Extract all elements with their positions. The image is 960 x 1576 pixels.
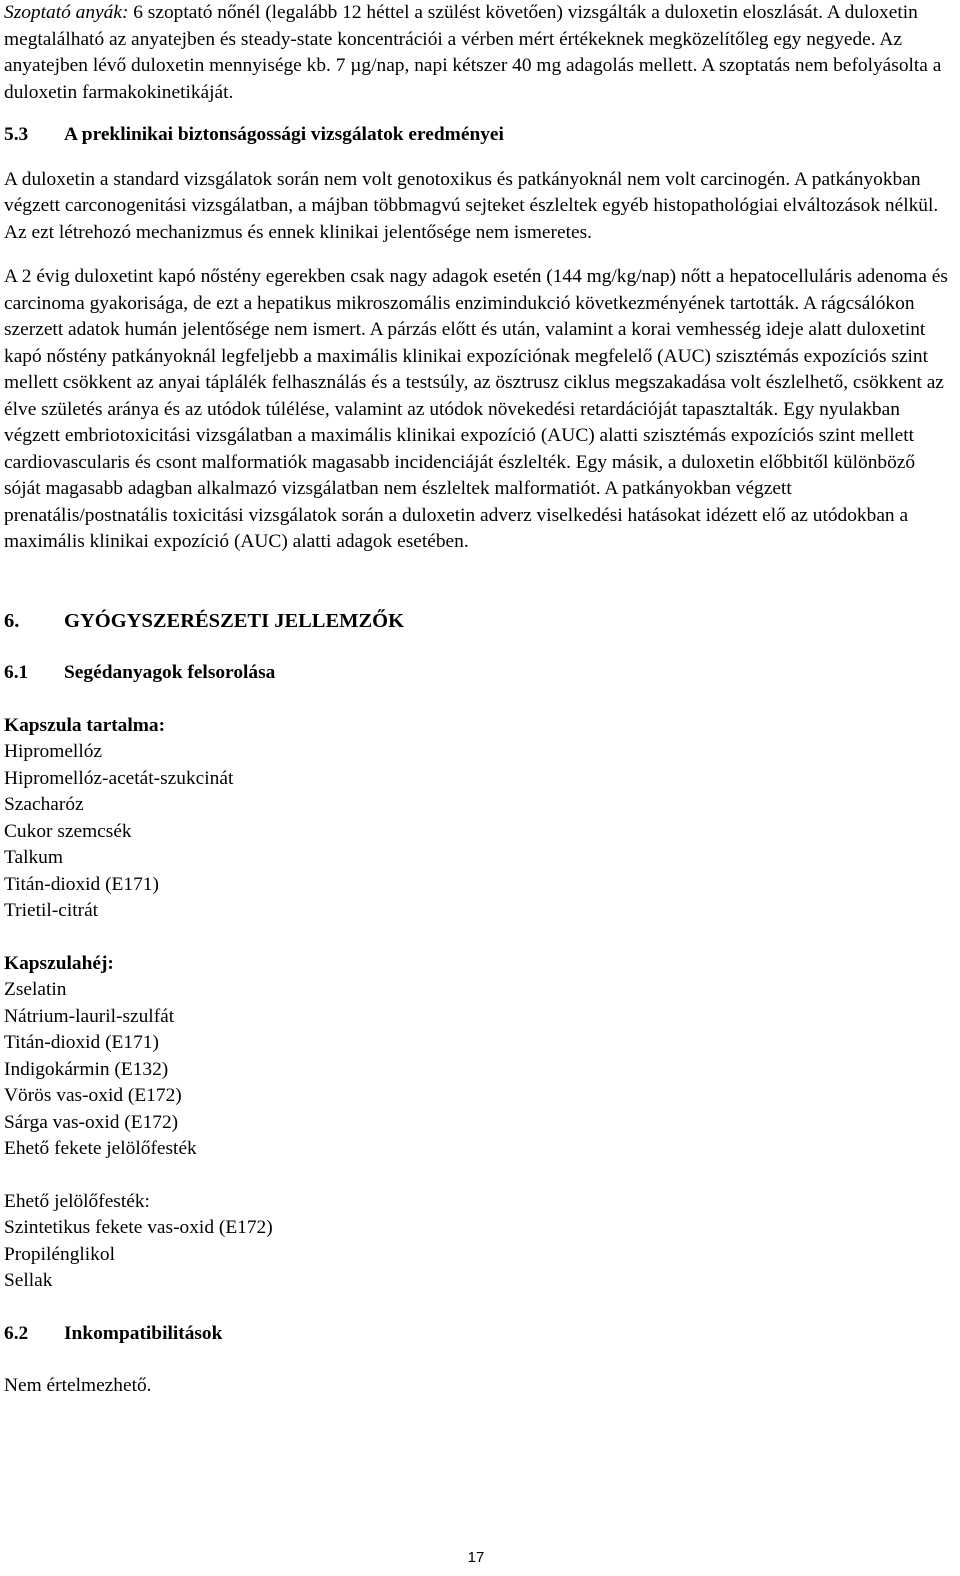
section-6-2-text: Nem értelmezhető.	[4, 1375, 152, 1396]
capsule-shell-list	[4, 977, 956, 1163]
section-5-3-heading	[4, 122, 956, 149]
document-page	[4, 0, 956, 1400]
list-item: Indigokármin (E132)	[4, 1058, 169, 1080]
list-item: Hipromellóz-acetát-szukcinát	[4, 767, 234, 789]
list-item: Zselatin	[4, 979, 67, 1000]
list-item: Szacharóz	[4, 794, 84, 815]
list-item: Ehető fekete jelölőfesték	[4, 1138, 197, 1159]
breastfeeding-text: 6 szoptató nőnél (legalább 12 héttel a szülést követően) vizsgálták a duloxetin eloszlását. A duloxetin megtalálható az anyatejben és steady-state koncentrációi a vérben mért értékeknek megközelítőleg egy negyede. Az anyatejben lévő duloxetin mennyisége kb. 7 µg/nap, napi kétszer 40 mg adagolás mellett. A szoptatás nem befolyásolta a duloxetin farmakokinetikáját.	[4, 2, 942, 103]
ink-list	[4, 1215, 956, 1295]
section-5-3-title: A preklinikai biztonságossági vizsgálatok eredményei	[64, 124, 504, 145]
list-item: Titán-dioxid (E171)	[4, 1032, 159, 1053]
section-5-3-paragraph-1: A duloxetin a standard vizsgálatok során nem volt genotoxikus és patkányoknál nem volt carcinogén. A patkányokban végzett carconogenitási vizsgálatban, a májban többmagvú sejteket észleltek egyéb histopathológiai elváltozások nélkül. Az ezt létrehozó mechanizmus és ennek klinikai jelentősége nem ismeretes.	[4, 168, 939, 243]
list-item: Cukor szemcsék	[4, 820, 132, 842]
section-6-title: GYÓGYSZERÉSZETI JELLEMZŐK	[64, 609, 405, 632]
section-5-3-paragraph-2: A 2 évig duloxetint kapó nőstény egerekben csak nagy adagok esetén (144 mg/kg/nap) nőtt a hepatocelluláris adenoma és carcinoma gyakorisága, de ezt a hepatikus mikroszomális enzimindukció következményének tartották. A rágcsálókon szerzett adatok humán jelentősége nem ismert. A párzás előtt és után, valamint a korai vemhesség ideje alatt duloxetint kapó nőstény patkányoknál legfeljebb a maximális klinikai expozíciónak megfelelő (AUC) szisztémás expozíciós szint mellett csökkent az anyai táplálék felhasználás és a testsúly, az ösztrusz ciklus megszakadása volt észlelhető, csökkent az élve születés aránya és az utódok túlélése, valamint az utódok növekedési retardációját tapasztalták. Egy nyulakban végzett embriotoxicitási vizsgálatban a maximális klinikai expozíció (AUC) alatti szisztémás expozíciós szint mellett cardiovascularis és csont malformatiók magasabb incidenciáját észlelték. Egy másik, a duloxetin előbbitől különböző sóját magasabb adagban alkalmazó vizsgálatban nem észleltek malformatiót. A patkányokban végzett prenatális/postnatális toxicitási vizsgálatok során a duloxetin adverz viselkedési hatásokat idézett elő az utódokban a maximális klinikai expozíció (AUC) alatti adagok esetében.	[4, 266, 948, 552]
list-item: Hipromellóz	[4, 741, 103, 762]
ink-label: Ehető jelölőfesték:	[4, 1190, 150, 1212]
list-item: Trietil-citrát	[4, 900, 99, 921]
section-5-3-number: 5.3	[4, 124, 29, 145]
section-6-2-number: 6.2	[4, 1322, 29, 1344]
list-item: Talkum	[4, 847, 63, 868]
list-item: Vörös vas-oxid (E172)	[4, 1085, 182, 1106]
section-6-1-number: 6.1	[4, 662, 29, 683]
section-6-2-title: Inkompatibilitások	[64, 1322, 223, 1344]
list-item: Titán-dioxid (E171)	[4, 873, 159, 895]
section-6-1-heading	[4, 660, 956, 687]
list-item: Sellak	[4, 1270, 53, 1291]
section-6-1-title: Segédanyagok felsorolása	[64, 662, 276, 683]
list-item: Szintetikus fekete vas-oxid (E172)	[4, 1217, 273, 1238]
breastfeeding-lead: Szoptató anyák:	[4, 2, 129, 23]
list-item: Propilénglikol	[4, 1243, 115, 1265]
section-6-2-heading	[4, 1321, 956, 1348]
page-number: 17	[467, 1549, 485, 1566]
list-item: Sárga vas-oxid (E172)	[4, 1111, 179, 1133]
list-item: Nátrium-lauril-szulfát	[4, 1005, 175, 1027]
section-6-number: 6.	[4, 609, 20, 632]
breastfeeding-paragraph	[4, 0, 956, 106]
section-6-heading	[4, 608, 956, 635]
capsule-content-label: Kapszula tartalma:	[4, 714, 166, 736]
capsule-content-list	[4, 739, 956, 925]
capsule-shell-label: Kapszulahéj:	[4, 952, 114, 974]
